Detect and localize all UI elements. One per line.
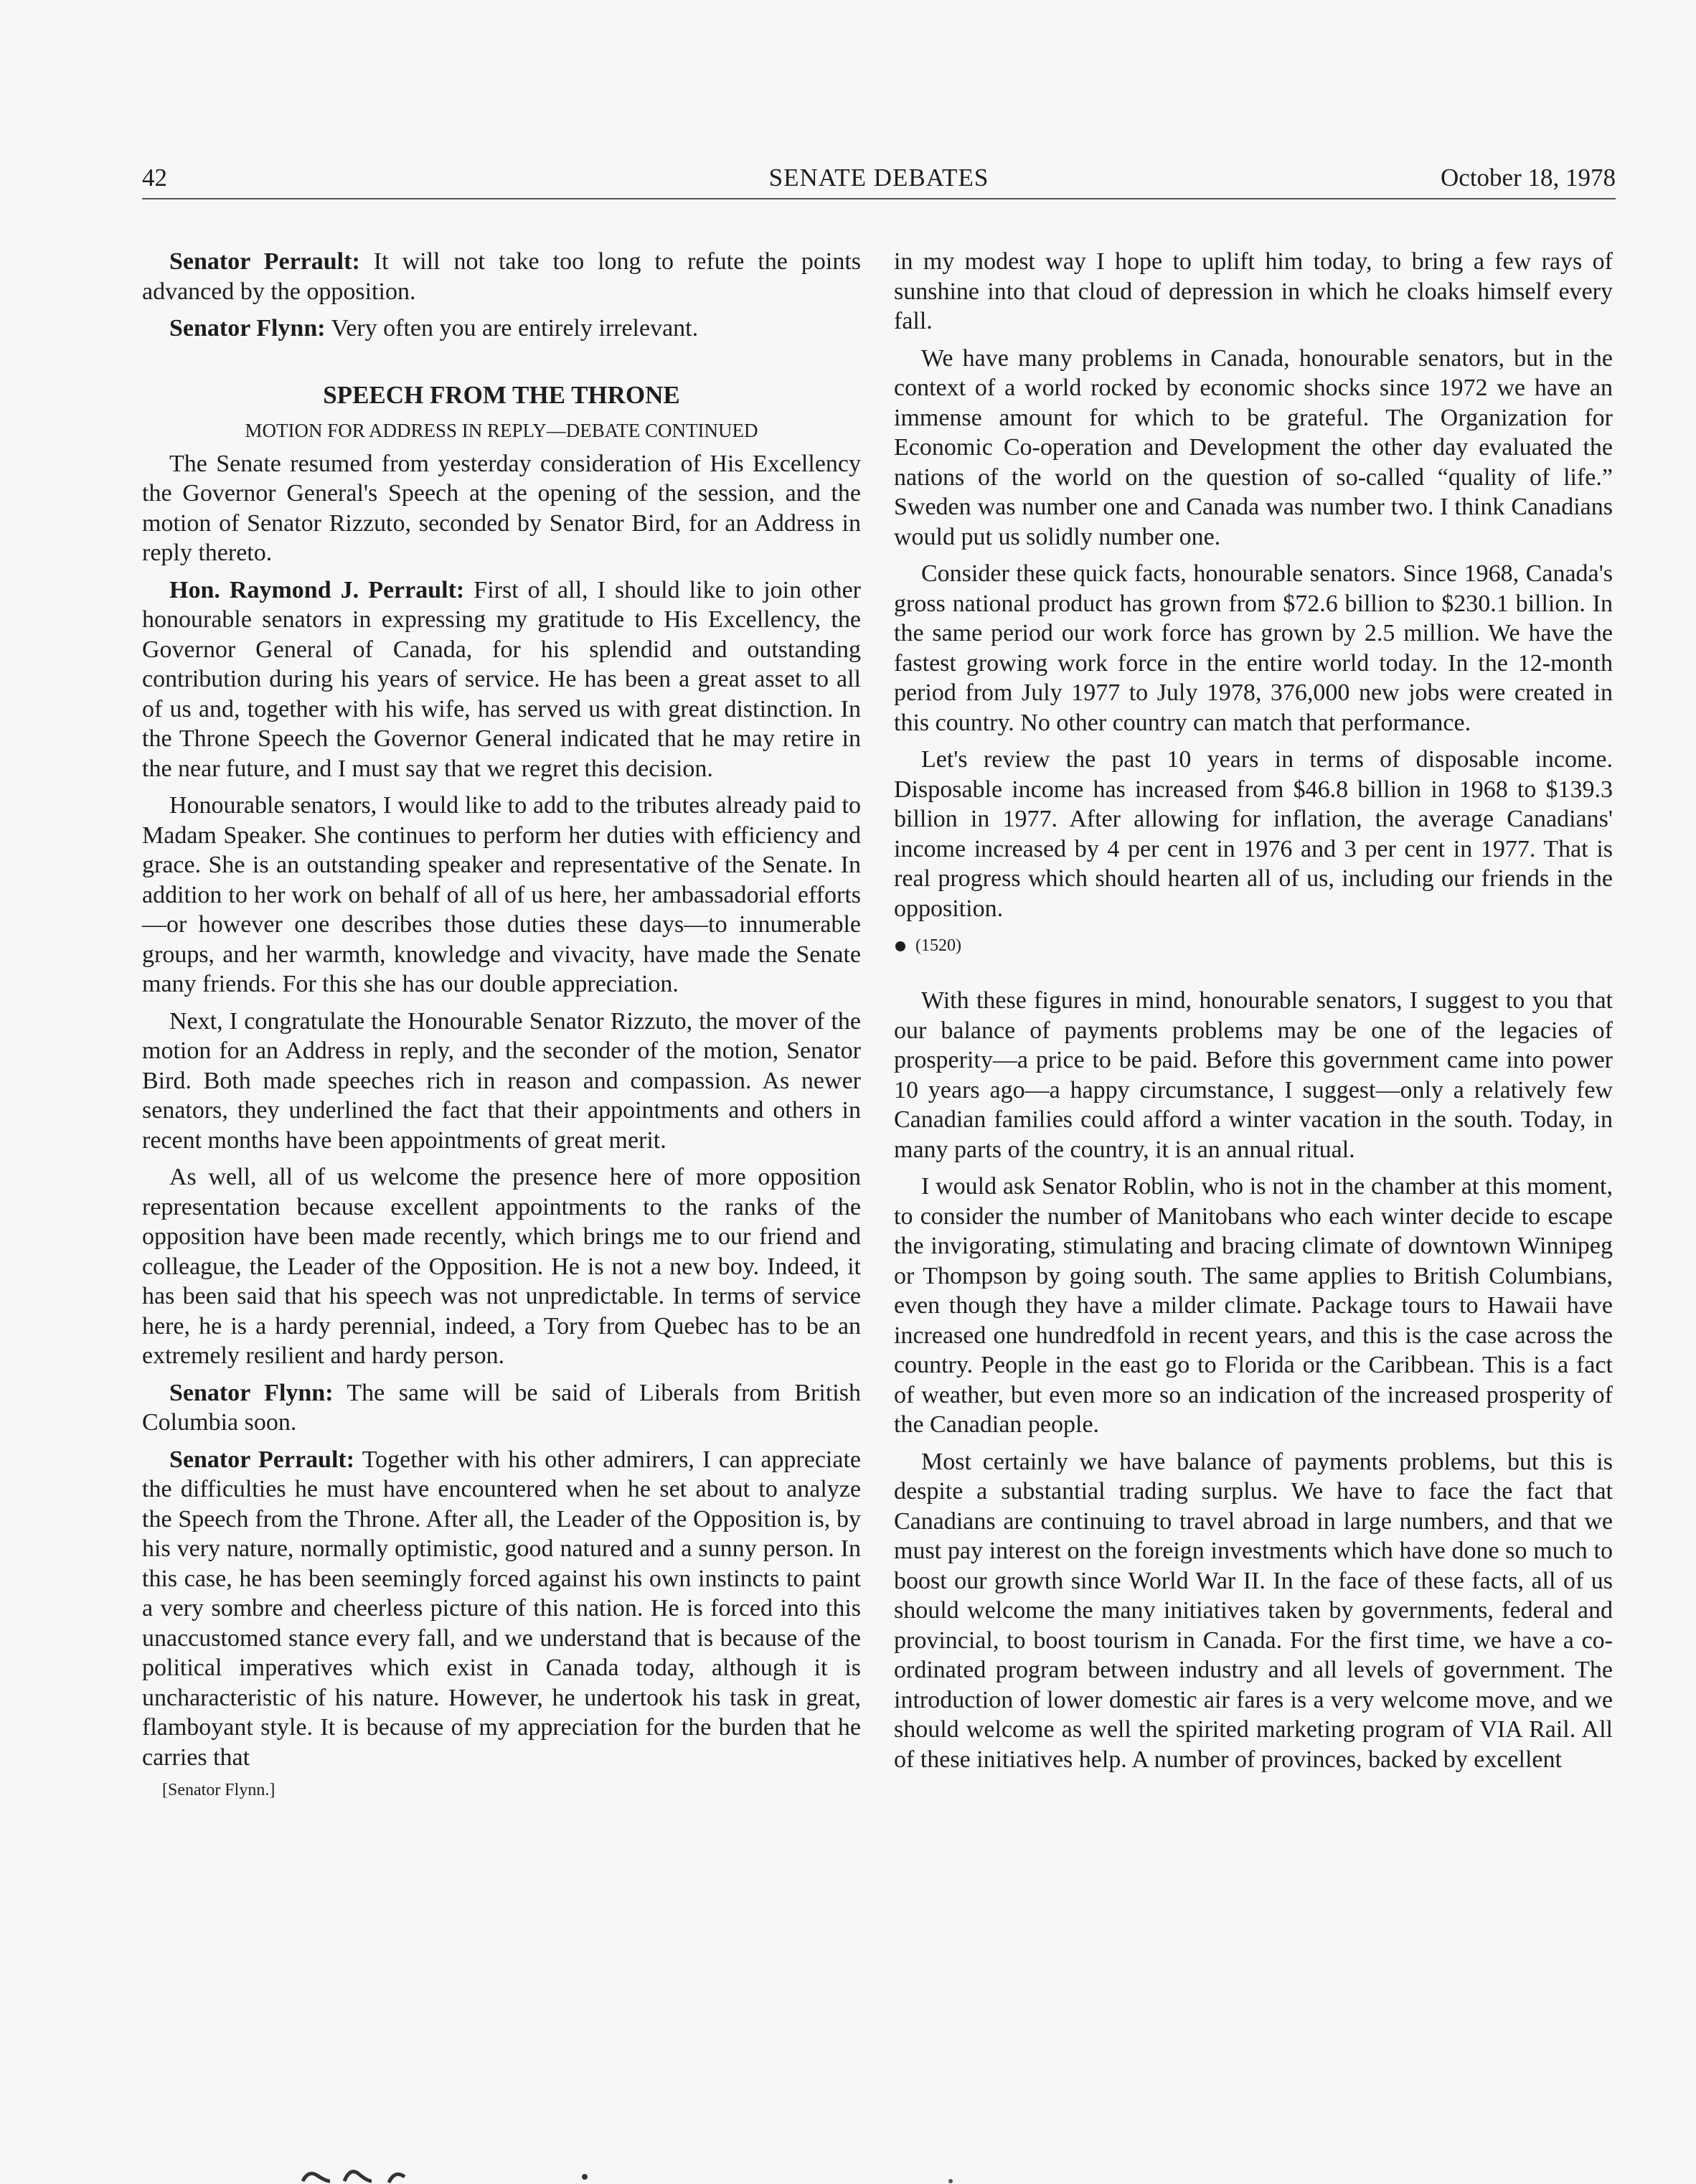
- paragraph: Let's review the past 10 years in terms of disposable income. Disposable income has increased from $46.8 billion in 1968 to $139.3 billion in 1977. After allowing for inflation, the average Canadians' income increased by 4 per cent in 1976 and 3 per cent in 1977. That is real progress which should hearten all of us, including our friends in the opposition.: [894, 746, 1613, 922]
- paragraph-text: Very often you are entirely irrelevant.: [325, 315, 699, 342]
- paragraph-text: First of all, I should like to join other honourable senators in expressing my gratitude to His Excellency, the Governor General of Canada, for his splendid and outstanding contribution during his years of service. He has been a great asset to all of us and, together with his wife, has served us with great distinction. In the Throne Speech the Governor General indicated that he may retire in the near future, and I must say that we regret this decision.: [142, 576, 861, 782]
- section-subheading: MOTION FOR ADDRESS IN REPLY—DEBATE CONTINUED: [245, 419, 758, 441]
- paragraph: [142, 575, 861, 784]
- speaker-name: Senator Flynn:: [169, 315, 326, 342]
- section-heading: SPEECH FROM THE THRONE: [323, 380, 680, 409]
- page-number: 42: [142, 164, 167, 192]
- paragraph: Next, I congratulate the Honourable Senator Rizzuto, the mover of the motion for an Address in reply, and the seconder of the motion, Senator Bird. Both made speeches rich in reason and compassion. As newer senators, they underlined the fact that their appointments and others in recent months have been appointments of great merit.: [142, 1007, 861, 1154]
- left-column: [142, 247, 861, 1800]
- paragraph: With these figures in mind, honourable senators, I suggest to you that our balance of payments problems may be one of the legacies of prosperity—a price to be paid. Before this government came into power 10 years ago—a happy circumstance, I suggest—only a relatively few Canadian families could afford a winter vacation in the south. Today, in many parts of the country, it is an annual ritual.: [894, 987, 1613, 1163]
- paragraph: Most certainly we have balance of payments problems, but this is despite a substantial trading surplus. We have to face the fact that Canadians are continuing to travel abroad in large numbers, and that we must pay interest on the foreign investments which have done so much to boost our growth since World War II. In the face of these facts, all of us should welcome the many initiatives taken by governments, federal and provincial, to boost tourism in Canada. For the first time, we have a co-ordinated program between industry and all levels of government. The introduction of lower domestic air fares is a very welcome move, and we should welcome as well the spirited marketing program of VIA Rail. All of these initiatives help. A number of provinces, backed by excellent: [894, 1448, 1613, 1773]
- paragraph: in my modest way I hope to uplift him today, to bring a few rays of sunshine into that cloud of depression in which he cloaks himself every fall.: [894, 248, 1613, 334]
- paragraph-text: Together with his other admirers, I can appreciate the difficulties he must have encountered when he set about to analyze the Speech from the Throne. After all, the Leader of the Opposition is, by his very nature, normally optimistic, good natured and a sunny person. In this case, he has been seemingly forced against his own instincts to paint a very sombre and cheerless picture of this nation. He is forced into this unaccustomed stance every fall, and we understand that is because of the political imperatives which exist in Canada today, although it is uncharacteristic of his nature. However, he undertook his task in great, flamboyant style. It is because of my appreciation for the burden that he carries that: [142, 1446, 861, 1771]
- paragraph: [142, 247, 861, 306]
- page-header: [142, 164, 1616, 199]
- paragraph: Consider these quick facts, honourable senators. Since 1968, Canada's gross national product has grown from $72.6 billion to $230.1 billion. In the same period our work force has grown by 2.5 million. We have the fastest growing work force in the entire world today. In the 12-month period from July 1977 to July 1978, 376,000 new jobs were created in this country. No other country can match that performance.: [894, 560, 1613, 736]
- paragraph: [142, 1445, 861, 1773]
- speaker-name: Hon. Raymond J. Perrault:: [169, 576, 465, 603]
- bullet-icon: [895, 941, 905, 951]
- speaker-name: Senator Perrault:: [169, 248, 360, 275]
- paragraph: We have many problems in Canada, honourable senators, but in the context of a world rocked by economic shocks since 1972 we have an immense amount for which to be grateful. The Organization for Economic Co-operation and Development the other day evaluated the nations of the world on the question of so-called “quality of life.” Sweden was number one and Canada was number two. I think Canadians would put us solidly number one.: [894, 344, 1613, 550]
- publication-date: October 18, 1978: [1441, 164, 1616, 192]
- time-marker: [894, 936, 1613, 956]
- speaker-name: Senator Perrault:: [169, 1446, 355, 1473]
- speaker-name: Senator Flynn:: [169, 1379, 334, 1406]
- paragraph: Honourable senators, I would like to add to the tributes already paid to Madam Speaker. She continues to perform her duties with efficiency and grace. She is an outstanding speaker and representative of the Senate. In addition to her work on behalf of all of us here, her ambassadorial efforts—or however one describes those duties these days—to innumerable groups, and her warmth, knowledge and vivacity, have made the Senate many friends. For this she has our double appreciation.: [142, 792, 861, 997]
- paragraph: I would ask Senator Roblin, who is not in the chamber at this moment, to consider the number of Manitobans who each winter decide to escape the invigorating, stimulating and bracing climate of downtown Winnipeg or Thompson by going south. The same applies to British Columbians, even though they have a milder climate. Package tours to Hawaii have increased one hundredfold in recent years, and this is the case across the country. People in the east go to Florida or the Caribbean. This is a fact of weather, but even more so an indication of the increased prosperity of the Canadian people.: [894, 1173, 1613, 1438]
- scan-artifact: [301, 2160, 1019, 2184]
- time-marker-text: (1520): [915, 936, 961, 955]
- right-column: [894, 247, 1613, 1781]
- speaker-footnote: [Senator Flynn.]: [162, 1781, 275, 1799]
- paragraph: The Senate resumed from yesterday consideration of His Excellency the Governor General's Speech at the opening of the session, and the motion of Senator Rizzuto, seconded by Senator Bird, for an Address in reply thereto.: [142, 450, 861, 566]
- paragraph: [142, 1378, 861, 1438]
- paragraph-text: It will not take too long to refute the points advanced by the opposition.: [142, 248, 862, 305]
- paragraph-text: The same will be said of Liberals from British Columbia soon.: [142, 1379, 861, 1436]
- paragraph: [142, 314, 861, 344]
- paragraph: As well, all of us welcome the presence here of more opposition representation because excellent appointments to the ranks of the opposition have been made recently, which brings me to our friend and colleague, the Leader of the Opposition. He is not a new boy. Indeed, it has been said that his speech was not unpredictable. In terms of service here, he is a hardy perennial, indeed, a Tory from Quebec has to be an extremely resilient and hardy person.: [142, 1164, 861, 1369]
- publication-title: SENATE DEBATES: [768, 164, 989, 192]
